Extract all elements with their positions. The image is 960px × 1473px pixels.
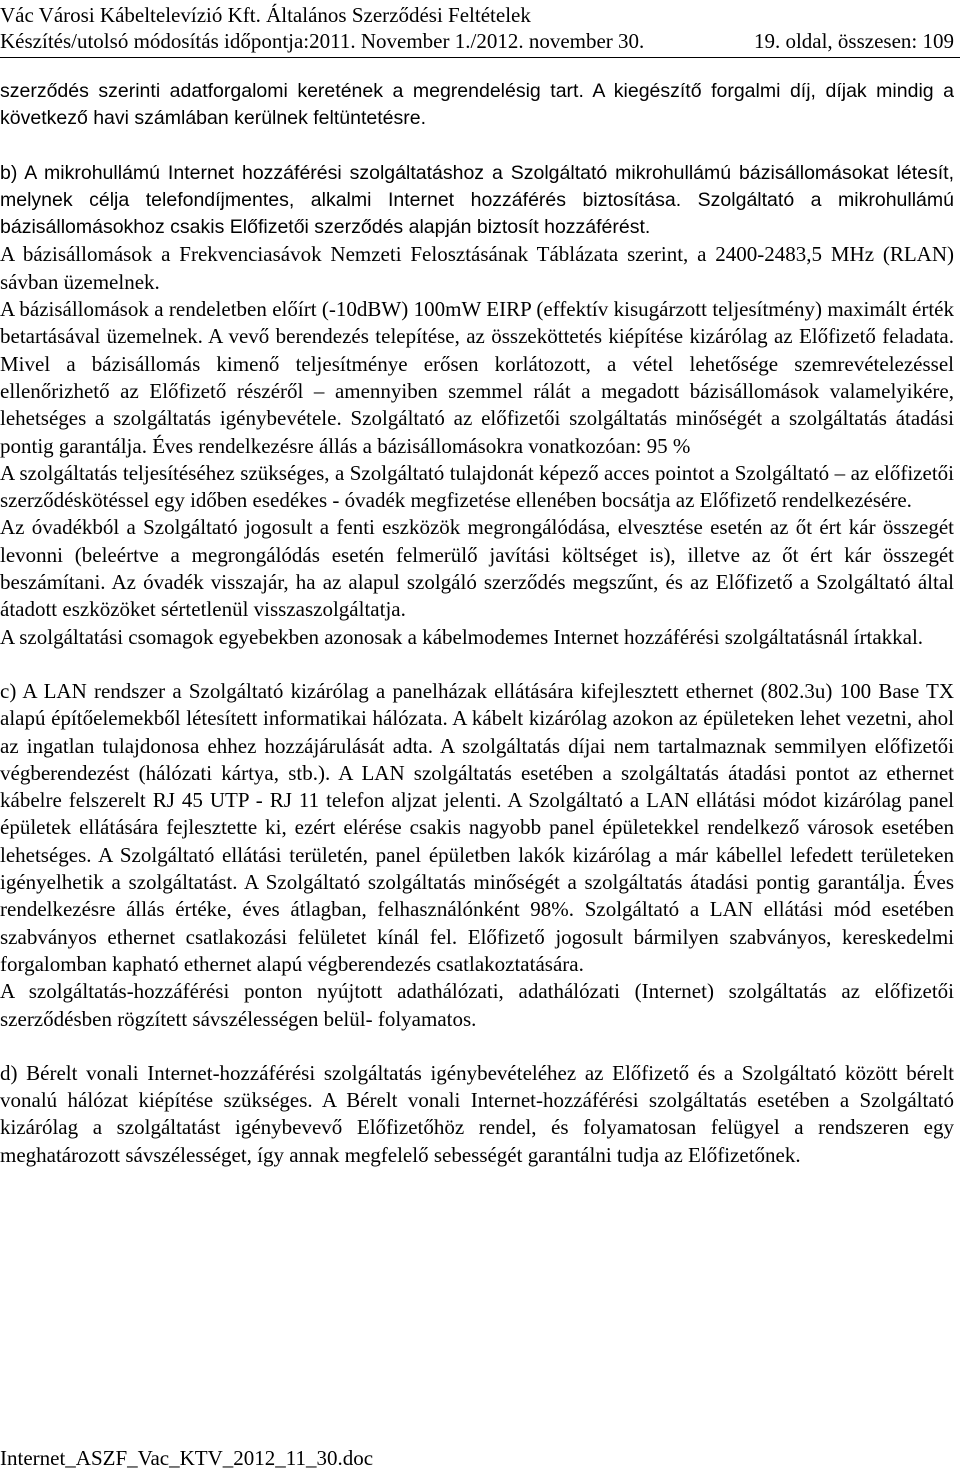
document-body bbox=[0, 78, 954, 1169]
section-b-paragraph-3: A szolgáltatás teljesítéséhez szükséges, a Szolgáltató tulajdonát képező acces pointot a Szolgáltató – az előfizetői szerződéskötéssel egy időben esedékes - óvadék megfizetése ellenében bocsátja az Előfizető rendelkezésére. bbox=[0, 460, 954, 513]
header-divider bbox=[0, 57, 960, 58]
header-title: Vác Városi Kábeltelevízió Kft. Általános Szerződési Feltételek bbox=[0, 3, 531, 27]
section-b-paragraph-1b: A bázisállomások a Frekvenciasávok Nemzeti Felosztásának Táblázata szerint, a 2400-2483,5 MHz (RLAN) sávban üzemelnek. bbox=[0, 242, 954, 294]
section-b-paragraph-1: b) A mikrohullámú Internet hozzáférési szolgáltatáshoz a Szolgáltató mikrohullámú bázisállomásokat létesít, melynek célja telefondíjmentes, alkalmi Internet hozzáférés biztosítása. Szolgáltató a mikrohullámú bázisállomásokhoz csakis Előfizetői szerződés alapján biztosít hozzáférést. bbox=[0, 161, 954, 239]
section-b-paragraph-2: A bázisállomások a rendeletben előírt (-10dBW) 100mW EIRP (effektív kisugárzott teljesítmény) maximált érték betartásával üzemelnek. A vevő berendezés telepítése, az összeköttetés kiépítése kizárólag az Előfizető feladata. Mivel a bázisállomás kimenő teljesítménye erősen korlátozott, a vétel lehetősége szemrevételezéssel ellenőrizhető az Előfizető részéről – amennyiben szemmel rálát a megadott bázisállomások valamelyikére, lehetséges a szolgáltatás igénybevétele. Szolgáltató az előfizetői szolgáltatás minőségét a szolgáltatás átadási pontig garantálja. Éves rendelkezésre állás a bázisállomásokra vonatkozóan: 95 % bbox=[0, 297, 954, 458]
section-c-paragraph-2: A szolgáltatás-hozzáférési ponton nyújtott adathálózati, adathálózati (Internet) szolgáltatás az előfizetői szerződésben rögzített sávszélességen belül- folyamatos. bbox=[0, 979, 954, 1031]
section-b-paragraph-5: A szolgáltatási csomagok egyebekben azonosak a kábelmodemes Internet hozzáférési szolgáltatásnál írtakkal. bbox=[0, 624, 924, 649]
section-c-paragraph-1: c) A LAN rendszer a Szolgáltató kizárólag a panelházak ellátására kifejlesztett ethernet (802.3u) 100 Base TX alapú építőelemekből létesített informatikai hálózata. A kábelt kizárólag azokon az épületeken lehet vezetni, ahol az ingatlan tulajdonosa ehhez hozzájárulását adta. A szolgáltatás díjai nem tartalmaznak semmilyen előfizetői végberendezést (hálózati kártya, stb.). A LAN szolgáltatás esetében a szolgáltatás átadási pontot az ethernet kábelre felszerelt RJ 45 UTP - RJ 11 telefon aljzat jelenti. A Szolgáltató a LAN ellátási módot kizárólag panel épületek ellátására fejlesztette ki, ezért elérése csakis nagyobb panel épületekkel rendelkező városok esetében lehetséges. A Szolgáltató ellátási területén, panel épületben lakók kizárólag a már kábellel lefedett területeken igényelhetik a szolgáltatást. A Szolgáltató szolgáltatás minőségét a szolgáltatás átadási pontig garantálja. Éves rendelkezésre állás értéke, éves átlagban, felhasználónként 98%. Szolgáltató a LAN ellátási mód esetében szabványos ethernet csatlakozási felületet kínál fel. Előfizető jogosult bármilyen szabványos, kereskedelmi forgalomban kapható ethernet alapú végberendezés csatlakoztatására. bbox=[0, 678, 954, 976]
header-meta bbox=[0, 29, 954, 53]
header-page-number: 19. oldal, összesen: 109 bbox=[753, 29, 954, 53]
section-d-paragraph-1: d) Bérelt vonali Internet-hozzáférési szolgáltatás igénybevételéhez az Előfizető és a Szolgáltató között bérelt vonalú hálózat kiépítése szükséges. A Bérelt vonali Internet-hozzáférési szolgáltatás esetében a Szolgáltató kizárólag a szolgáltatást igénybevevő Előfizetőhöz rendel, és folyamatosan felügyel a rendszeren egy meghatározott sávszélességet, így annak megfelelő sebességét garantálni tudja az Előfizetőnek. bbox=[0, 1060, 954, 1167]
header-dates: Készítés/utolsó módosítás időpontja:2011. November 1./2012. november 30. bbox=[0, 29, 645, 53]
section-b-paragraph-4: Az óvadékból a Szolgáltató jogosult a fenti eszközök megrongálódása, elvesztése esetén az őt ért kár összegét levonni (beleértve a megrongálódás esetén felmerülő javítási költséget is), illetve az őt ért kár összegét beszámítani. Az óvadék visszajár, ha az alapul szolgáló szerződés megszűnt, és az Előfizető a Szolgáltató által átadott eszközöket sértetlenül visszaszolgáltatja. bbox=[0, 515, 954, 622]
intro-paragraph: szerződés szerinti adatforgalomi keretének a megrendelésig tart. A kiegészítő forgalmi díj, díjak mindig a következő havi számlában kerülnek feltüntetésre. bbox=[0, 80, 954, 130]
page-footer-filename: Internet_ASZF_Vac_KTV_2012_11_30.doc bbox=[0, 1446, 374, 1470]
